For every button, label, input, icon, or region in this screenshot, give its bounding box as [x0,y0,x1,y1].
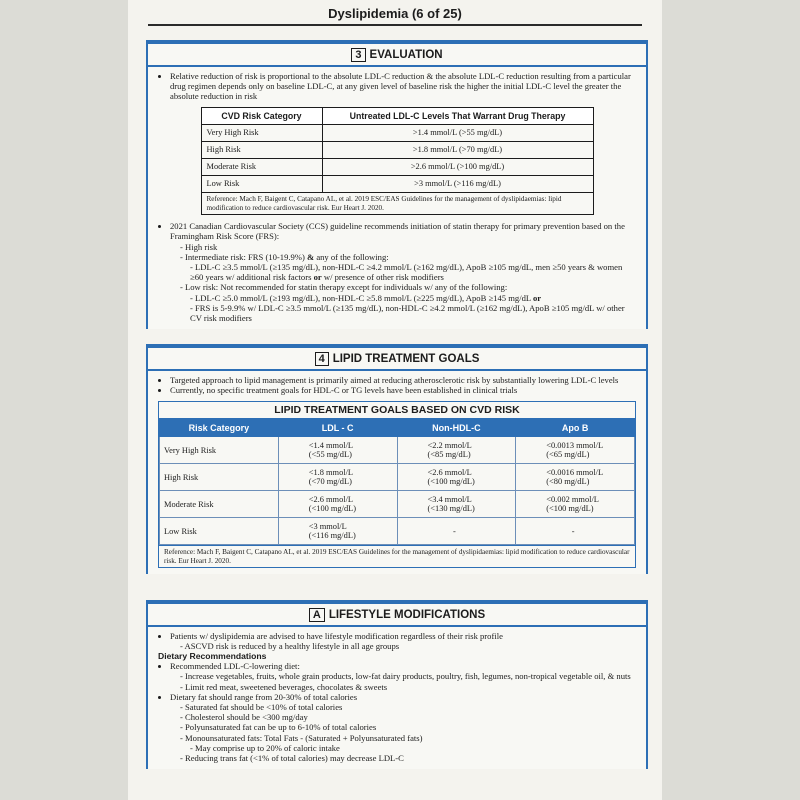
list-item: • Currently, no specific treatment goals for HDL-C or TG levels have been established in clinical trials [170,385,636,395]
section-number: 4 [315,352,329,366]
table-row [201,176,593,193]
table-header: Non-HDL-C [397,420,516,437]
ldl-threshold-table [201,107,594,193]
table-cell: Moderate Risk [160,491,279,518]
table-cell: <0.002 mmol/L (<100 mg/dL) [516,491,635,518]
table-cell: <3 mmol/L (<116 mg/dL) [278,518,397,545]
or-word: or [532,292,542,303]
table-cell: <2.2 mmol/L (<85 mg/dL) [397,437,516,464]
table-row [160,491,635,518]
table-cell: High Risk [160,464,279,491]
header-rule [148,24,642,26]
table-cell: Very High Risk [160,437,279,464]
table-cell: <2.6 mmol/L (<100 mg/dL) [397,464,516,491]
evaluation-heading [148,44,646,65]
list-item: - Polyunsaturated fat can be up to 6-10% of total calories [180,722,636,732]
lifestyle-heading [148,604,646,625]
table-header: Risk Category [160,420,279,437]
ccs-intro: 2021 Canadian Cardiovascular Society (CCS) guideline recommends initiation of statin therapy for primary prevention based on the Framingham Risk Score (FRS): [170,221,625,242]
list-item: - Limit red meat, sweetened beverages, chocolates & sweets [180,682,636,692]
table-row [201,142,593,159]
list-item [180,733,636,753]
list-item: - ASCVD risk is reduced by a healthy lifestyle in all age groups [180,641,636,651]
lipid-goals-section [146,344,648,574]
table-reference: Reference: Mach F, Baigent C, Catapano AL, et al. 2019 ESC/EAS Guidelines for the management of dyslipidaemias: lipid modification to reduce cardiovascular risk. Eur Heart J. 2020. [201,193,594,215]
table-reference: Reference: Mach F, Baigent C, Catapano AL, et al. 2019 ESC/EAS Guidelines for the management of dyslipidaemias: lipid modification to reduce cardiovascular risk. Eur Heart J. 2020. [159,545,635,567]
table-cell: <2.6 mmol/L (<100 mg/dL) [278,491,397,518]
evaluation-section [146,40,648,329]
table-cell: >1.8 mmol/L (>70 mg/dL) [322,142,593,159]
table-cell: High Risk [201,142,322,159]
list-item: Dietary fat should range from 20-30% of total calories [170,691,358,702]
table-header: Apo B [516,420,635,437]
and-word: & [307,251,315,262]
table-header: CVD Risk Category [201,108,322,125]
evaluation-intro: • Relative reduction of risk is proportional to the absolute LDL-C reduction & the absolute LDL-C reduction resulting from a particular drug regimen depends only on baseline LDL-C, at any given level of baseline risk the higher the initial LDL-C level the greater the absolute reduction in risk [170,71,636,102]
table-row [201,159,593,176]
list-item-text: LDL-C ≥5.0 mmol/L (≥193 mg/dL), non-HDL-C ≥5.8 mmol/L (≥225 mg/dL), ApoB ≥145 mg/dL [195,292,531,303]
table-cell: Moderate Risk [201,159,322,176]
ccs-intermediate-risk [180,252,636,283]
document-page [128,0,662,800]
list-item: - May comprise up to 20% of caloric intake [190,743,636,753]
low-risk-label: Low risk: Not recommended for statin therapy except for individuals w/ any of the following: [185,282,508,293]
section-title: EVALUATION [369,49,443,61]
section-title: LIFESTYLE MODIFICATIONS [328,609,486,621]
table-cell: Very High Risk [201,125,322,142]
table-cell: Low Risk [160,518,279,545]
section-divider [148,65,646,67]
goals-table-title: LIPID TREATMENT GOALS BASED ON CVD RISK [159,402,635,419]
section-title: LIPID TREATMENT GOALS [332,353,480,365]
ccs-high-risk: - High risk [180,242,636,252]
list-item: Patients w/ dyslipidemia are advised to have lifestyle modification regardless of their risk profile [170,630,503,641]
table-cell: <3.4 mmol/L (<130 mg/dL) [397,491,516,518]
table-cell: - [397,518,516,545]
list-item-text: LDL-C ≥3.5 mmol/L (≥135 mg/dL), non-HDL-C ≥4.2 mmol/L (≥162 mg/dL), ApoB ≥105 mg/dL, men ≥50 years & women ≥60 years w/ additional risk factors [190,261,623,283]
table-header: LDL - C [278,420,397,437]
list-item [190,293,636,303]
list-item [190,262,636,282]
page-header: Dyslipidemia (6 of 25) [328,6,462,21]
table-header: Untreated LDL-C Levels That Warrant Drug Therapy [322,108,593,125]
table-cell: <0.0013 mmol/L (<65 mg/dL) [516,437,635,464]
table-row [160,518,635,545]
list-item: Recommended LDL-C-lowering diet: [170,661,300,672]
table-cell: Low Risk [201,176,322,193]
list-item: - FRS is 5-9.9% w/ LDL-C ≥3.5 mmol/L (≥135 mg/dL), non-HDL-C ≥4.2 mmol/L (≥162 mg/dL), ApoB ≥105 mg/dL w/ other CV risk modifiers [190,303,636,323]
list-item-text: w/ presence of other risk modifiers [323,272,444,283]
intermediate-label: Intermediate risk: FRS (10-19.9%) [185,251,305,262]
lifestyle-section [146,600,648,769]
table-cell: >3 mmol/L (>116 mg/dL) [322,176,593,193]
table-cell: <1.4 mmol/L (<55 mg/dL) [278,437,397,464]
table-cell: <1.8 mmol/L (<70 mg/dL) [278,464,397,491]
or-word: or [313,272,322,283]
section-number: 3 [351,48,365,62]
list-item: - Cholesterol should be <300 mg/day [180,712,636,722]
table-cell: <0.0016 mmol/L (<80 mg/dL) [516,464,635,491]
table-row [160,437,635,464]
lipid-goals-heading [148,348,646,369]
table-cell: >2.6 mmol/L (>100 mg/dL) [322,159,593,176]
table-row [201,125,593,142]
list-item: • Targeted approach to lipid management is primarily aimed at reducing atherosclerotic risk by substantially lowering LDL-C levels [170,375,636,385]
list-item: - Saturated fat should be <10% of total calories [180,702,636,712]
lipid-goals-table [159,419,635,545]
section-divider [148,625,646,627]
dietary-heading: Dietary Recommendations [158,650,267,661]
lipid-goals-table-box [158,401,636,568]
list-item-text: Monounsaturated fats: Total Fats - (Saturated + Polyunsaturated fats) [185,732,423,743]
list-item: - Increase vegetables, fruits, whole grain products, low-fat dairy products, poultry, fish, legumes, non-tropical vegetable oil, & nuts [180,671,636,681]
table-row [160,464,635,491]
section-letter: A [309,608,325,622]
table-cell: >1.4 mmol/L (>55 mg/dL) [322,125,593,142]
intermediate-tail: any of the following: [314,251,389,262]
table-cell: - [516,518,635,545]
section-divider [148,369,646,371]
ccs-low-risk [180,282,636,323]
list-item: - Reducing trans fat (<1% of total calories) may decrease LDL-C [180,753,636,763]
